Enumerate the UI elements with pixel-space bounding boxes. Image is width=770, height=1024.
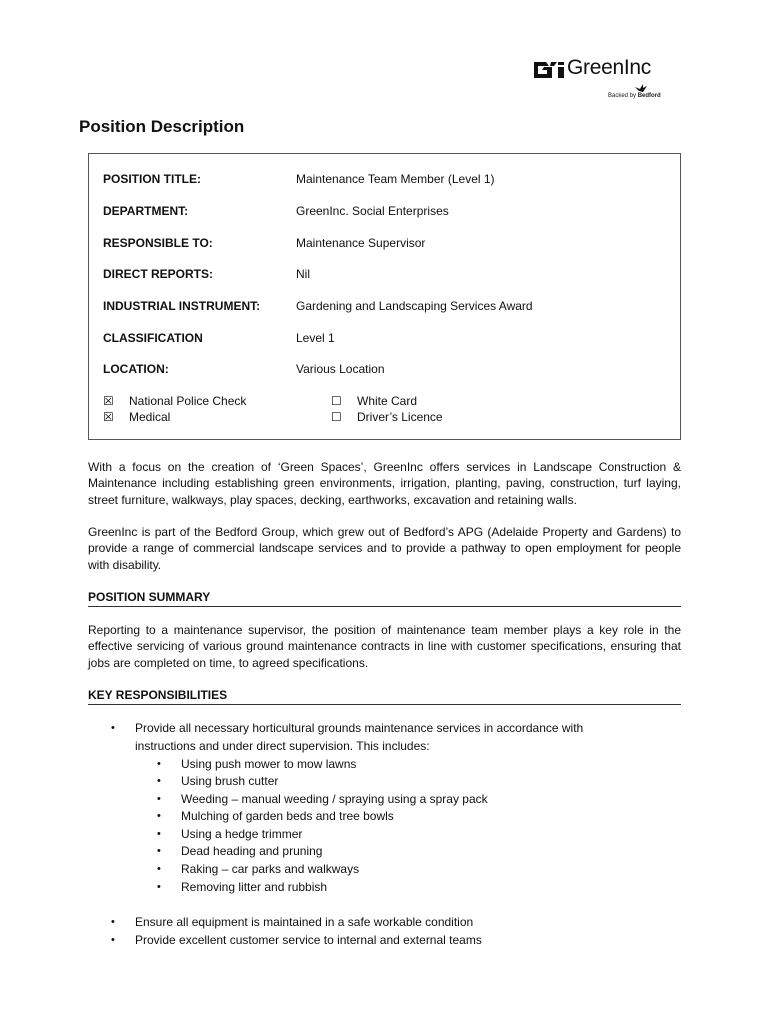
unchecked-box-icon: ☐ <box>331 410 342 424</box>
greeninc-mark-icon <box>534 60 564 80</box>
greeninc-logo <box>534 58 669 104</box>
checkbox-white-card[interactable]: ☐ White Card <box>331 394 418 408</box>
document-page: GreenInc Backed by Bedford Position Description POSITION TITLE: Maintenance Team Member (Level 1) DEPARTMENT: GreenInc. Social Enterprises RESPONSIBLE TO: Maintenance Supervisor DIRECT REPORTS: Nil INDUSTRIAL INSTRUMENT: Gardening and Landscaping Services Award CLASSIFICATION Level 1 LOCATION: Various Location ☒ National Police Check ☒ Medical ☐ White Card ☐ Driver’s Licence With a focus on the creation of ‘Green Spaces’, GreenInc offers services in Landscape Construction & Maintenance including establishing green environments, irrigation, planting, paving, construction, turf laying, street furniture, walkways, play spaces, decking, earthworks, excavation and retaining walls. GreenInc is part of the Bedford Group, which grew out of Bedford’s APG (Adelaide Property and Gardens) to provide a range of commercial landscape services and to provide a pathway to open employment for people with disability. POSITION SUMMARY Reporting to a maintenance supervisor, the position of maintenance team member plays a key role in the effective servicing of various ground maintenance contracts in line with customer specifications, ensuring that jobs are completed on time, to agreed specifications. KEY RESPONSIBILITIES • Provide all necessary horticultural grounds maintenance services in accordance with instructions and under direct supervision. This includes: • Using push mower to mow lawns • Using brush cutter • Weeding – manual weeding / spraying using a spray pack • Mulching of garden beds and tree bowls • Using a hedge trimmer • Dead heading and pruning • Raking – car parks and walkways • Removing litter and rubbish • Ensure all equipment is maintained in a safe workable condition • Provide excellent customer service to internal and external teams <box>79 56 681 947</box>
checkbox-medical[interactable]: ☒ Medical <box>103 410 171 424</box>
bedford-bird-icon <box>634 83 648 93</box>
checkbox-police-check[interactable]: ☒ National Police Check <box>103 394 247 408</box>
position-details-box: POSITION TITLE: Maintenance Team Member (Level 1) DEPARTMENT: GreenInc. Social Enterprises RESPONSIBLE TO: Maintenance Supervisor DIRECT REPORTS: Nil INDUSTRIAL INSTRUMENT: Gardening and Landscaping Services Award CLASSIFICATION Level 1 LOCATION: Various Location ☒ National Police Check ☒ Medical ☐ White Card ☐ Driver’s Licence <box>88 153 681 440</box>
checkbox-drivers-licence[interactable]: ☐ Driver’s Licence <box>331 410 443 424</box>
intro-paragraph-1: With a focus on the creation of ‘Green Spaces’, GreenInc offers services in Landscape Construction & Maintenance including establishing green environments, irrigation, planting, paving, construction, turf laying, street furniture, walkways, play spaces, decking, earthworks, excavation and retaining walls. <box>88 460 681 507</box>
checked-box-icon: ☒ <box>103 394 114 408</box>
position-summary-text: Reporting to a maintenance supervisor, the position of maintenance team member plays a key role in the effective servicing of various ground maintenance contracts in line with customer specifications, ensuring that jobs are completed on time, to agreed specifications. <box>88 623 681 670</box>
logo-wordmark: GreenInc <box>567 56 651 79</box>
logo-tagline: Backed by Bedford <box>608 93 661 99</box>
unchecked-box-icon: ☐ <box>331 394 342 408</box>
section-heading-position-summary: POSITION SUMMARY <box>88 590 681 607</box>
page-title: Position Description <box>79 117 245 136</box>
intro-paragraph-2: GreenInc is part of the Bedford Group, which grew out of Bedford’s APG (Adelaide Property and Gardens) to provide a range of commercial landscape services and to provide a pathway to open employment for people with disability. <box>88 525 681 572</box>
checked-box-icon: ☒ <box>103 410 114 424</box>
section-heading-key-responsibilities: KEY RESPONSIBILITIES <box>88 688 681 705</box>
